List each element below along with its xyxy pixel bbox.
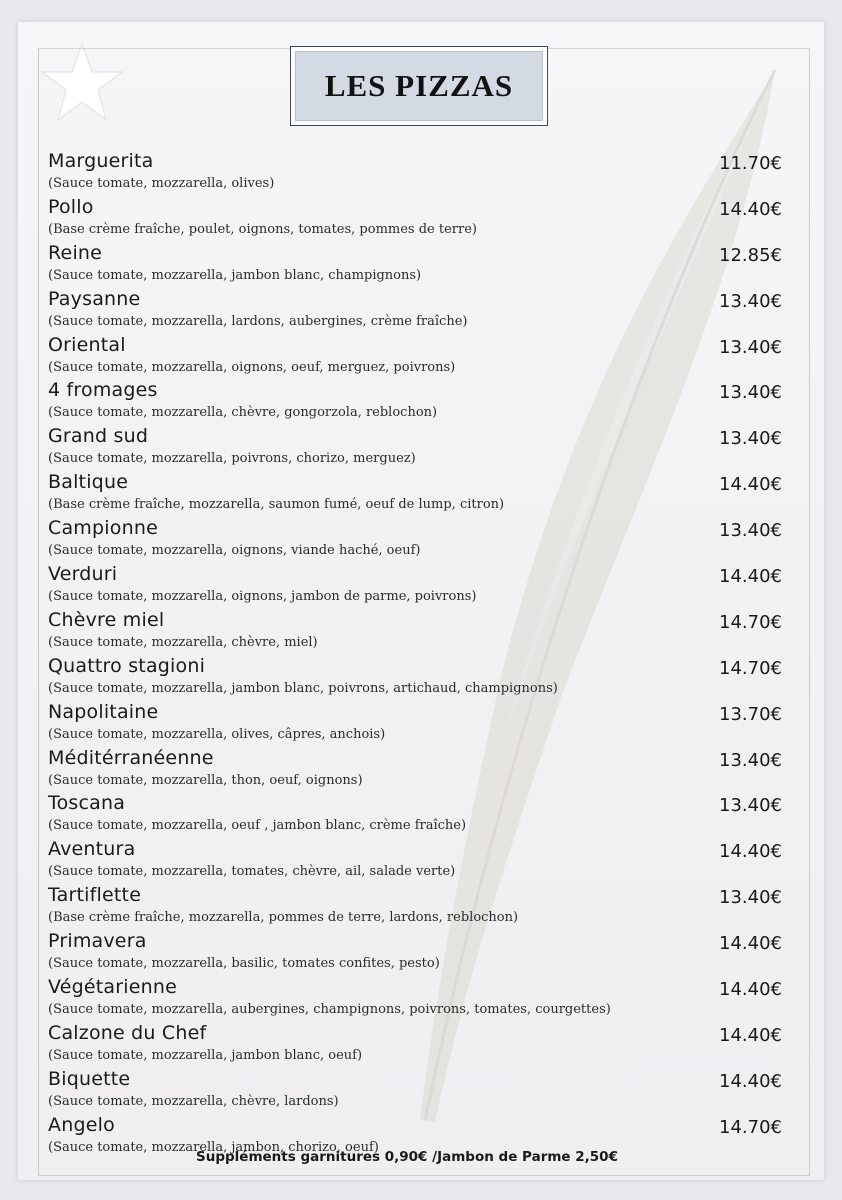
pizza-name: Verduri [48, 563, 118, 586]
pizza-ingredients: (Sauce tomate, mozzarella, jambon blanc, oeuf) [48, 1047, 363, 1063]
pizza-ingredients: (Sauce tomate, mozzarella, poivrons, chorizo, merguez) [48, 451, 416, 467]
pizza-ingredients: (Sauce tomate, mozzarella, olives) [48, 176, 275, 191]
pizza-price: 14.40€ [719, 566, 782, 588]
pizza-name: Oriental [48, 333, 126, 356]
pizza-price: 14.70€ [719, 1116, 782, 1138]
page-title: LES PIZZAS [324, 68, 514, 103]
pizza-ingredients: (Sauce tomate, mozzarella, chèvre, lardons) [48, 1093, 339, 1109]
pizza-name: Baltique [48, 471, 129, 494]
menu-item [48, 150, 782, 196]
menu-item [48, 288, 782, 334]
pizza-price: 13.40€ [719, 749, 782, 771]
pizza-name: Pollo [48, 195, 94, 218]
menu-item [48, 609, 782, 655]
menu-item [48, 334, 782, 380]
pizza-price: 14.40€ [719, 841, 782, 863]
pizza-ingredients: (Sauce tomate, mozzarella, oignons, viande haché, oeuf) [48, 543, 421, 559]
pizza-name: Végétarienne [48, 976, 178, 999]
pizza-ingredients: (Sauce tomate, mozzarella, oignons, oeuf, merguez, poivrons) [48, 359, 456, 375]
menu-item [48, 792, 782, 838]
pizza-price: 13.40€ [719, 795, 782, 817]
pizza-price: 14.70€ [719, 657, 782, 679]
menu-item [48, 379, 782, 425]
pizza-price: 14.40€ [719, 198, 782, 220]
pizza-ingredients: (Base crème fraîche, poulet, oignons, tomates, pommes de terre) [48, 221, 477, 237]
pizza-name: Napolitaine [48, 700, 159, 723]
pizza-name: Calzone du Chef [48, 1021, 207, 1044]
menu-item [48, 1068, 782, 1114]
menu-item [48, 242, 782, 288]
pizza-ingredients: (Sauce tomate, mozzarella, lardons, aubergines, crème fraîche) [48, 313, 468, 329]
pizza-name: Aventura [48, 838, 136, 861]
pizza-list [48, 150, 782, 1160]
pizza-price: 14.40€ [719, 933, 782, 955]
pizza-ingredients: (Sauce tomate, mozzarella, basilic, tomates confites, pesto) [48, 956, 440, 972]
pizza-ingredients: (Sauce tomate, mozzarella, oeuf , jambon blanc, crème fraîche) [48, 818, 467, 834]
pizza-ingredients: (Sauce tomate, mozzarella, jambon blanc, poivrons, artichaud, champignons) [48, 680, 558, 696]
pizza-price: 13.40€ [719, 290, 782, 312]
pizza-name: Paysanne [48, 287, 141, 310]
menu-item [48, 976, 782, 1022]
menu-item [48, 425, 782, 471]
pizza-ingredients: (Sauce tomate, mozzarella, olives, câpres, anchois) [48, 726, 386, 742]
pizza-ingredients: (Sauce tomate, mozzarella, jambon blanc, champignons) [48, 267, 422, 283]
pizza-name: Primavera [48, 930, 147, 953]
pizza-price: 11.70€ [719, 153, 782, 174]
pizza-price: 13.40€ [719, 520, 782, 542]
pizza-name: Grand sud [48, 425, 149, 448]
supplements-note: Suppléments garnitures 0,90€ /Jambon de Parme 2,50€ [196, 1149, 618, 1165]
menu-item [48, 747, 782, 793]
pizza-name: Marguerita [48, 150, 154, 172]
pizza-price: 12.85€ [719, 244, 782, 266]
menu-item [48, 1022, 782, 1068]
pizza-price: 14.40€ [719, 1024, 782, 1046]
menu-item [48, 838, 782, 884]
title-box [290, 46, 548, 126]
title-inner [295, 51, 543, 121]
pizza-name: Reine [48, 241, 103, 264]
pizza-price: 13.40€ [719, 336, 782, 358]
pizza-name: 4 fromages [48, 379, 158, 402]
pizza-price: 13.40€ [719, 428, 782, 450]
menu-item [48, 655, 782, 701]
pizza-ingredients: (Sauce tomate, mozzarella, oignons, jambon de parme, poivrons) [48, 589, 477, 605]
menu-item [48, 930, 782, 976]
pizza-name: Campionne [48, 517, 158, 540]
menu-item [48, 471, 782, 517]
pizza-name: Chèvre miel [48, 608, 165, 631]
pizza-ingredients: (Sauce tomate, mozzarella, jambon, chorizo, oeuf) [48, 1139, 379, 1155]
menu-item [48, 196, 782, 242]
menu-item [48, 701, 782, 747]
pizza-name: Quattro stagioni [48, 654, 206, 677]
pizza-name: Toscana [48, 792, 126, 815]
pizza-price: 14.40€ [719, 979, 782, 1001]
pizza-name: Angelo [48, 1113, 115, 1136]
pizza-price: 14.40€ [719, 474, 782, 496]
pizza-name: Tartiflette [48, 884, 142, 907]
menu-item [48, 517, 782, 563]
pizza-name: Biquette [48, 1067, 131, 1090]
pizza-ingredients: (Sauce tomate, mozzarella, chèvre, gongorzola, reblochon) [48, 405, 438, 421]
pizza-ingredients: (Sauce tomate, mozzarella, tomates, chèvre, ail, salade verte) [48, 864, 456, 880]
pizza-price: 14.40€ [719, 1070, 782, 1092]
pizza-price: 13.40€ [719, 887, 782, 909]
pizza-ingredients: (Sauce tomate, mozzarella, chèvre, miel) [48, 634, 318, 650]
pizza-price: 13.40€ [719, 382, 782, 404]
pizza-ingredients: (Base crème fraîche, mozzarella, saumon fumé, oeuf de lump, citron) [48, 497, 505, 513]
menu-item [48, 884, 782, 930]
pizza-price: 13.70€ [719, 703, 782, 725]
pizza-price: 14.70€ [719, 611, 782, 633]
menu-item [48, 563, 782, 609]
pizza-ingredients: (Sauce tomate, mozzarella, thon, oeuf, oignons) [48, 772, 363, 788]
pizza-name: Méditérranéenne [48, 746, 214, 769]
pizza-ingredients: (Sauce tomate, mozzarella, aubergines, champignons, poivrons, tomates, courgettes) [48, 1002, 611, 1018]
pizza-ingredients: (Base crème fraîche, mozzarella, pommes de terre, lardons, reblochon) [48, 910, 519, 926]
